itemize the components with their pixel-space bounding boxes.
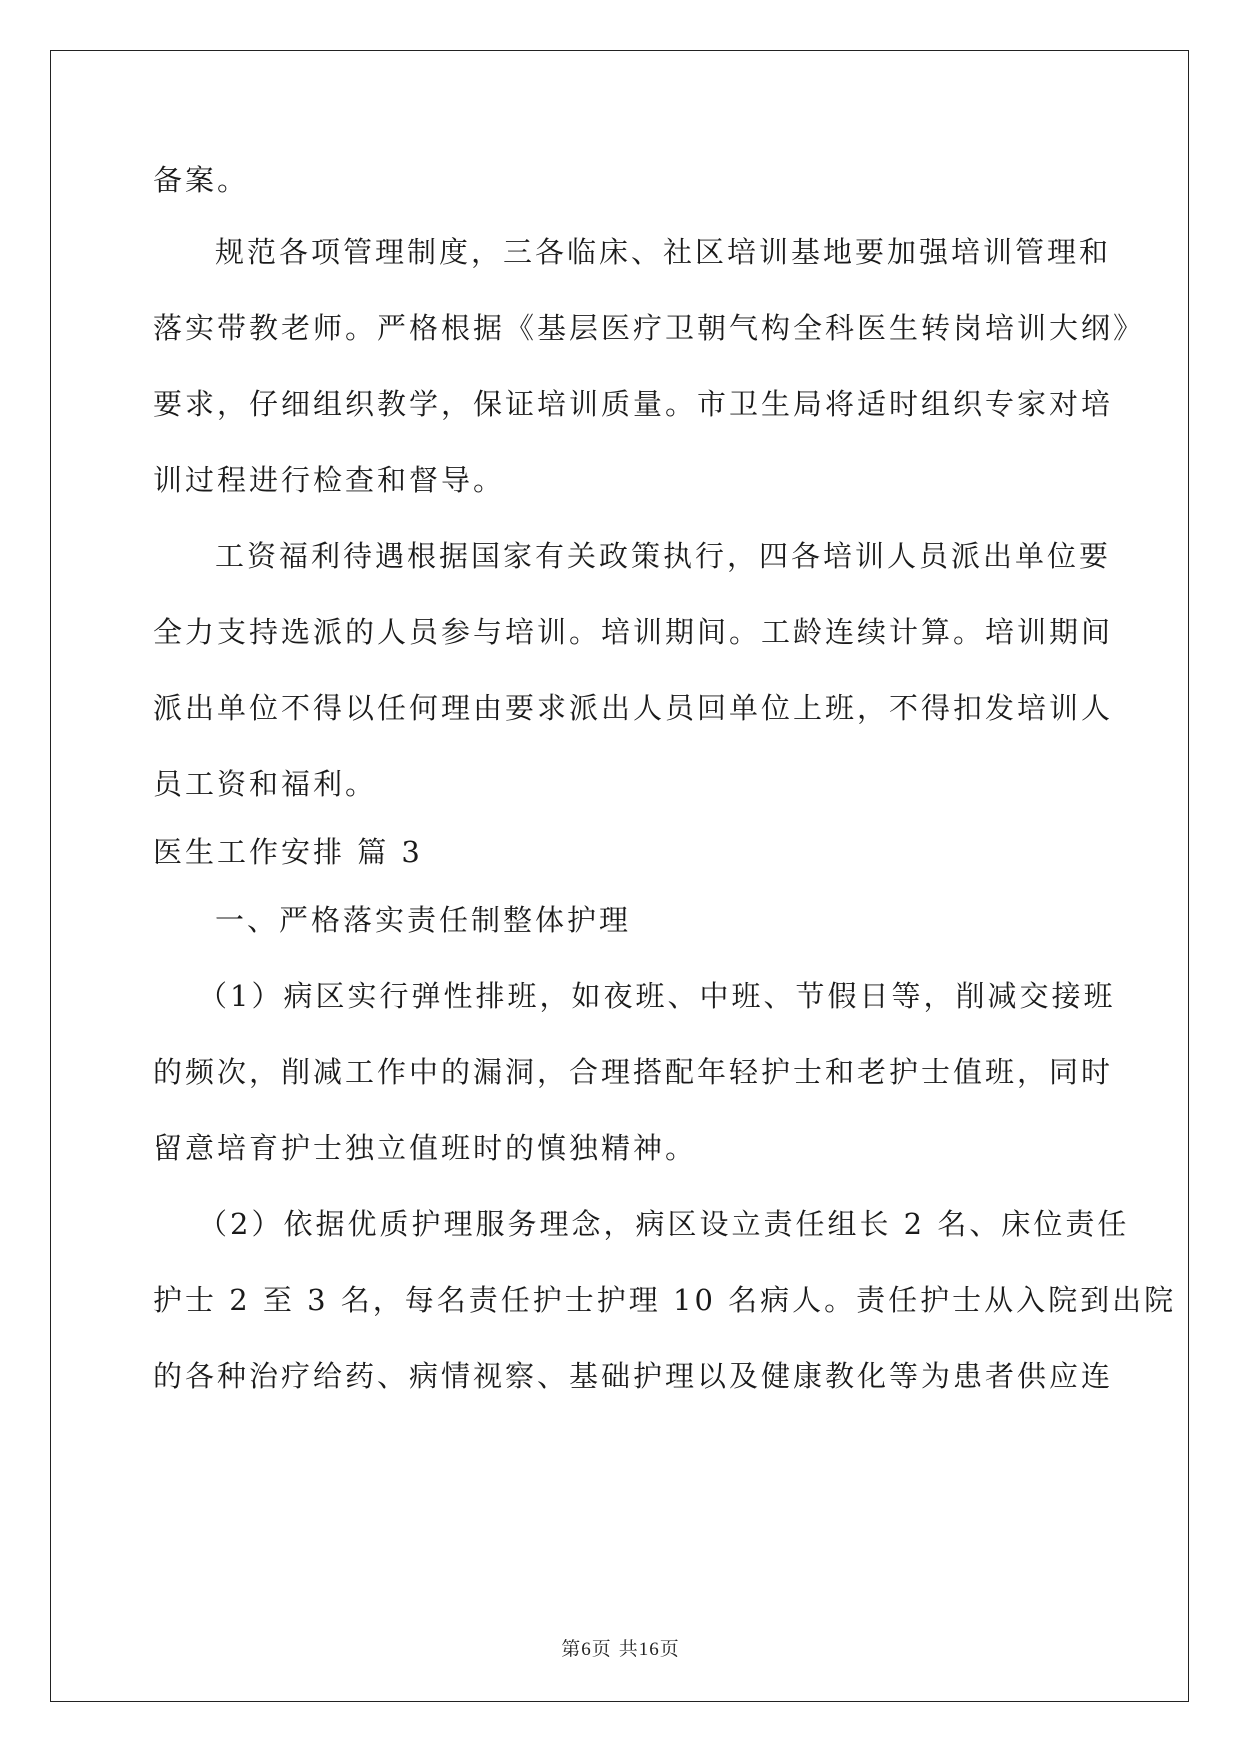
page-prefix: 第	[561, 1638, 582, 1660]
section-heading: 医生工作安排 篇 3	[153, 835, 423, 869]
paragraph-start: （2）依据优质护理服务理念，病区设立责任组长 2 名、床位责任	[198, 1207, 1130, 1241]
text-line: 要求，仔细组织教学，保证培训质量。市卫生局将适时组织专家对培	[153, 387, 1114, 421]
text-line: 的频次，削减工作中的漏洞，合理搭配年轻护士和老护士值班，同时	[153, 1055, 1114, 1089]
subsection-heading: 一、严格落实责任制整体护理	[215, 903, 632, 937]
text-line: 训过程进行检查和督导。	[153, 463, 506, 497]
page-footer	[0, 1634, 1241, 1661]
paragraph-start: 工资福利待遇根据国家有关政策执行，四各培训人员派出单位要	[215, 539, 1112, 573]
text-line: 留意培育护士独立值班时的慎独精神。	[153, 1131, 698, 1165]
text-line: 全力支持选派的人员参与培训。培训期间。工龄连续计算。培训期间	[153, 615, 1114, 649]
text-line: 备案。	[153, 163, 250, 197]
text-line: 员工资和福利。	[153, 767, 378, 801]
page-suffix: 页	[659, 1638, 680, 1660]
text-line: 护士 2 至 3 名，每名责任护士护理 10 名病人。责任护士从入院到出院	[153, 1283, 1177, 1317]
page-current: 6	[581, 1639, 592, 1660]
paragraph-start: 规范各项管理制度，三各临床、社区培训基地要加强培训管理和	[215, 235, 1112, 269]
paragraph-start: （1）病区实行弹性排班，如夜班、中班、节假日等，削减交接班	[198, 979, 1116, 1013]
page-mid: 页 共	[591, 1638, 639, 1660]
text-line: 落实带教老师。严格根据《基层医疗卫朝气构全科医生转岗培训大纲》	[153, 311, 1146, 345]
text-line: 的各种治疗给药、病情视察、基础护理以及健康教化等为患者供应连	[153, 1359, 1114, 1393]
page-border	[50, 50, 1189, 1702]
text-line: 派出单位不得以任何理由要求派出人员回单位上班，不得扣发培训人	[153, 691, 1114, 725]
page-total: 16	[638, 1639, 660, 1660]
